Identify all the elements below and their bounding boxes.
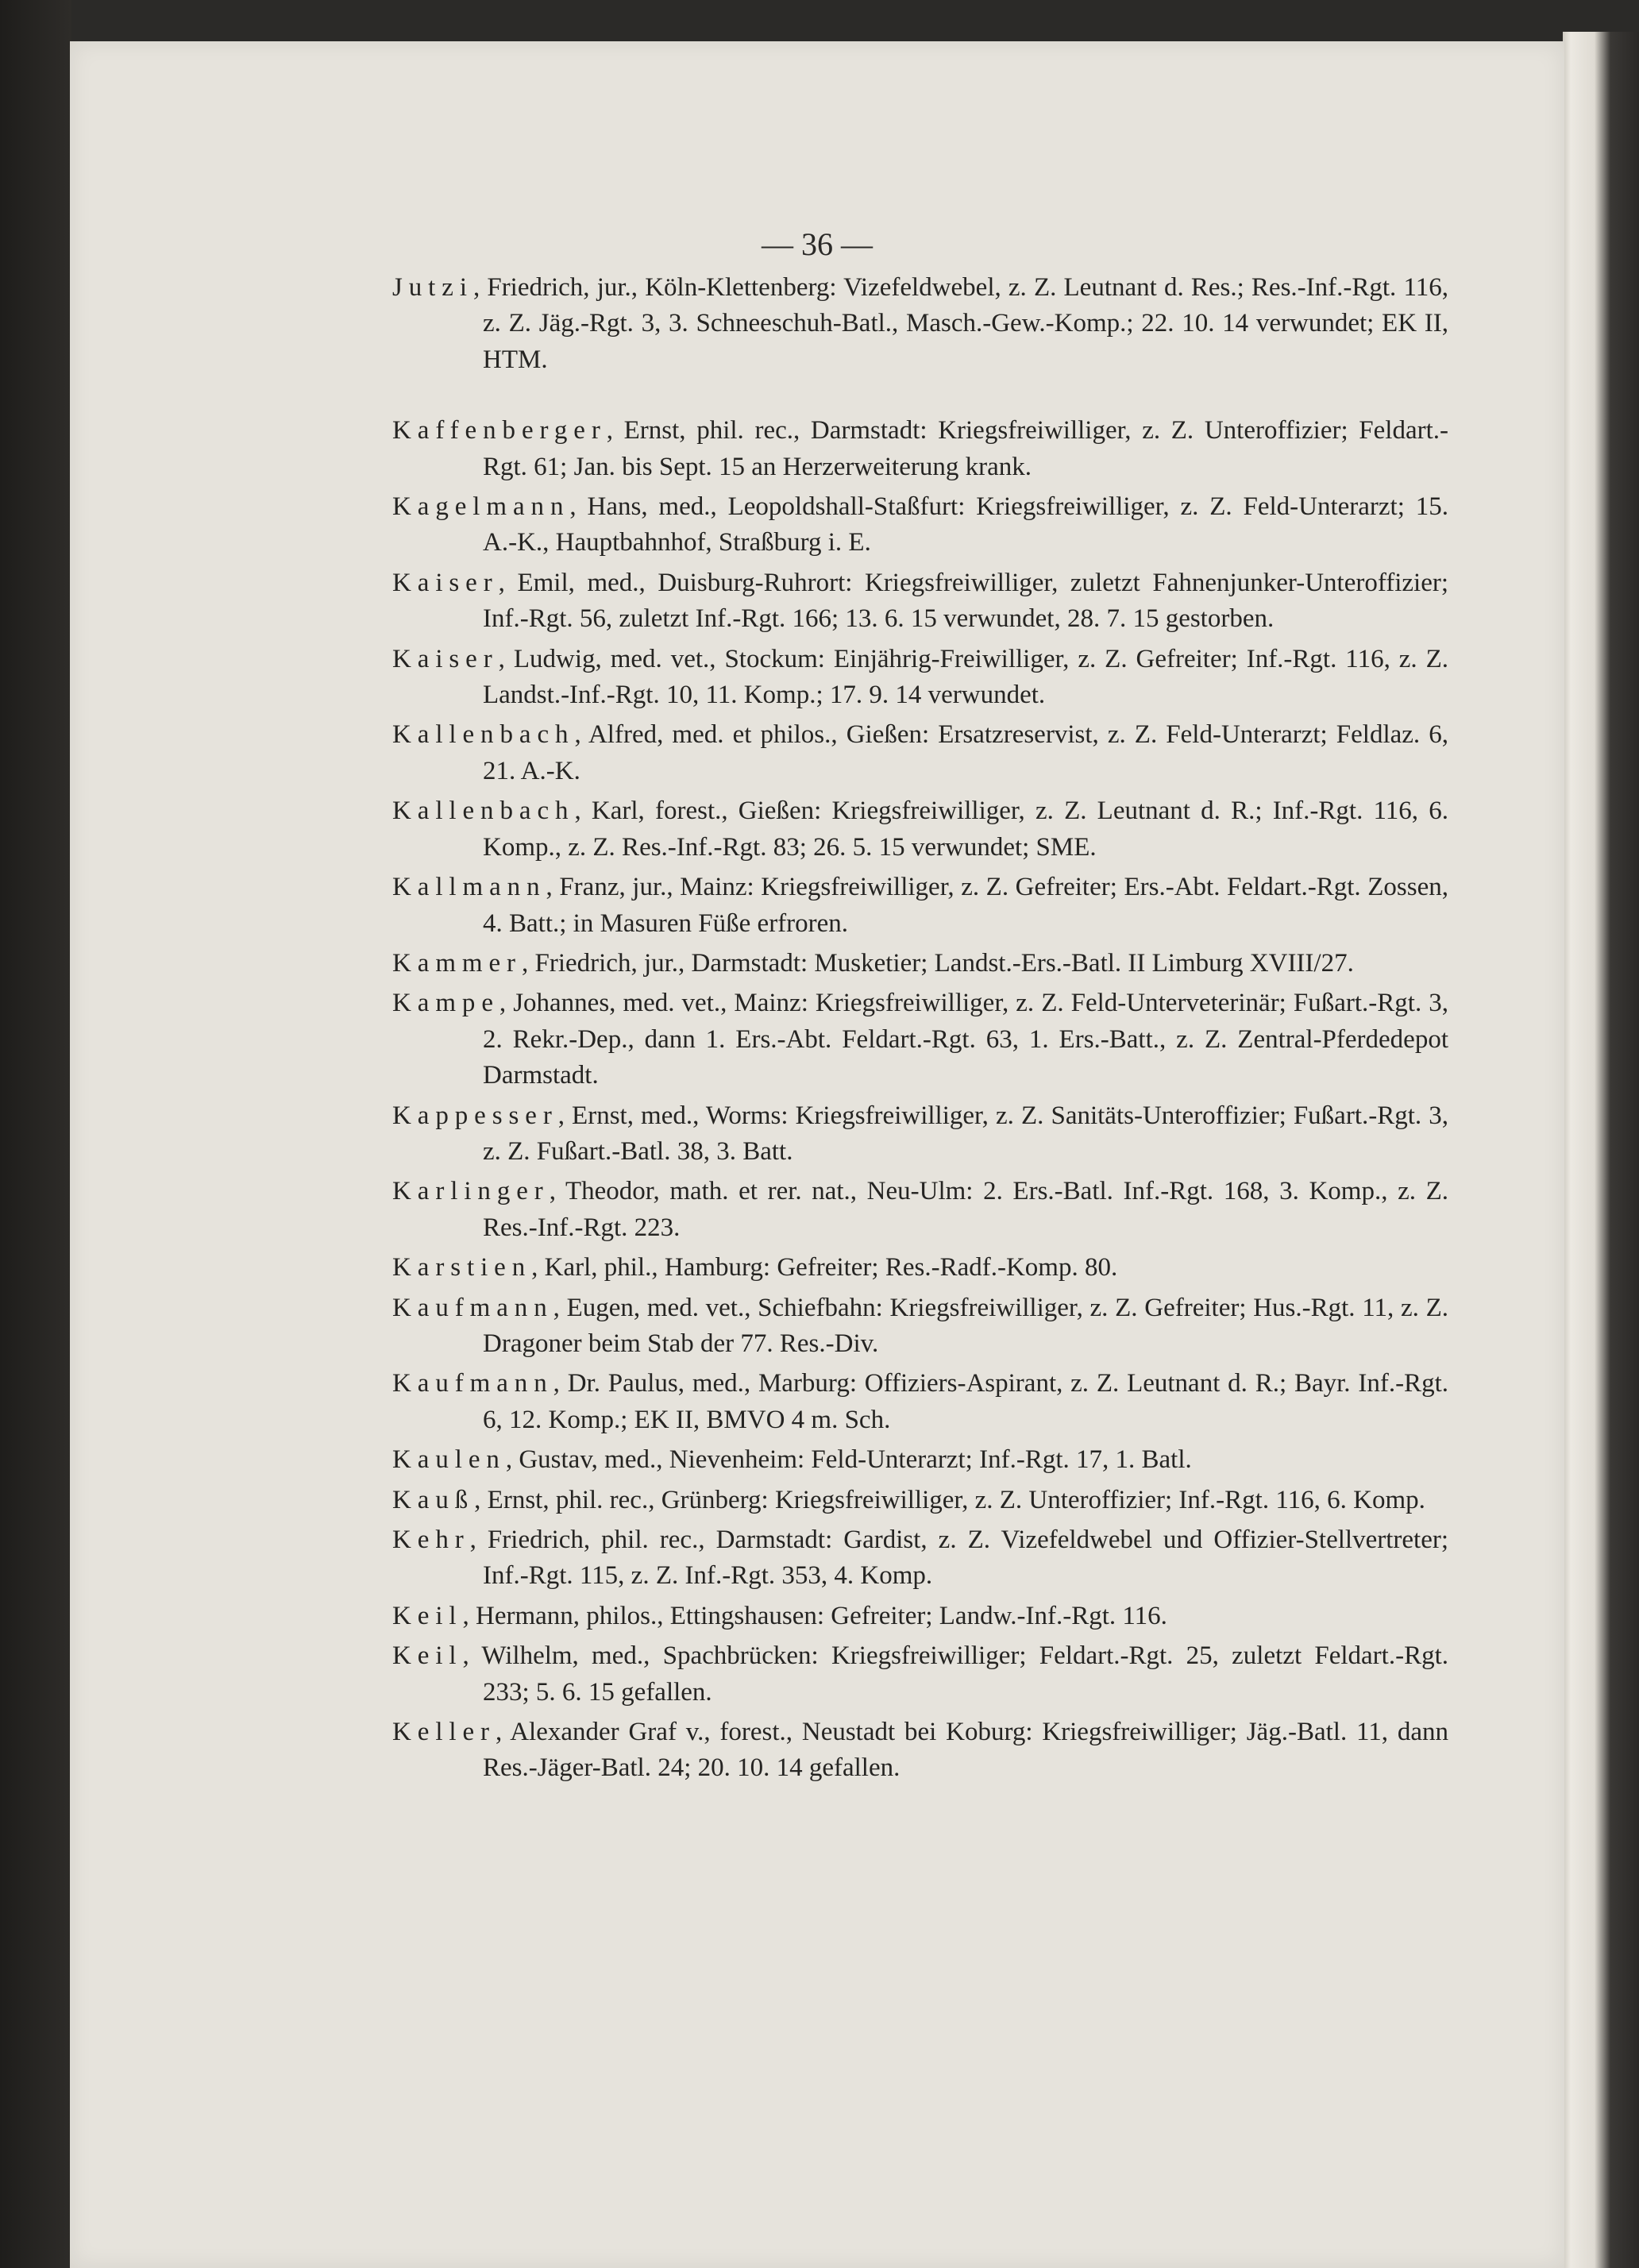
entry-text: , Franz, jur., Mainz: Kriegsfreiwilliger, z. Z. Gefreiter; Ers.-Abt. Feldart.-Rgt. Zossen, 4. Batt.; in Masuren Füße erfroren. (483, 873, 1448, 938)
entry-name: Kaulen (392, 1445, 506, 1475)
entry-name: Kappesser (392, 1101, 558, 1130)
list-item (392, 793, 1448, 866)
entry-text: , Wilhelm, med., Spachbrücken: Kriegsfreiwilliger; Feldart.-Rgt. 25, zuletzt Feldart.-Rgt. 233; 5. 6. 15 gefallen. (462, 1641, 1448, 1707)
scan-backdrop (0, 0, 71, 2268)
list-item (392, 946, 1448, 982)
entry-text: , Karl, phil., Hamburg: Gefreiter; Res.-Radf.-Komp. 80. (531, 1253, 1118, 1282)
page-edge (1563, 32, 1639, 2268)
list-item (392, 270, 1448, 378)
entry-text: , Ludwig, med. vet., Stockum: Einjährig-Freiwilliger, z. Z. Gefreiter; Inf.-Rgt. 116, z. Z. Landst.-Inf.-Rgt. 10, 11. Komp.; 17. 9. 14 verwundet. (483, 644, 1448, 710)
entry-name: Kallenbach (392, 796, 575, 826)
entry-list (392, 270, 1448, 1791)
list-item (392, 1250, 1448, 1286)
entry-name: Karstien (392, 1253, 532, 1282)
entry-name: Kammer (392, 948, 522, 978)
entry-name: Keil (392, 1641, 463, 1671)
entry-name: Kauß (392, 1485, 475, 1514)
entry-name: Keller (392, 1718, 496, 1747)
list-item (392, 489, 1448, 561)
entry-name: Jutzi (392, 273, 473, 302)
entry-text: , Johannes, med. vet., Mainz: Kriegsfreiwilliger, z. Z. Feld-Unterveterinär; Fußart.-Rgt. 3, 2. Rekr.-Dep., dann 1. Ers.-Abt. Feldart.-Rgt. 63, 1. Ers.-Batt., z. Z. Zentral-Pferdedepot Darmstadt. (483, 989, 1448, 1090)
entry-text: , Theodor, math. et rer. nat., Neu-Ulm: 2. Ers.-Batl. Inf.-Rgt. 168, 3. Komp., z. Z. Res.-Inf.-Rgt. 223. (483, 1177, 1448, 1242)
list-item (392, 1174, 1448, 1246)
entry-name: Karlinger (392, 1177, 550, 1206)
entry-name: Keil (392, 1601, 463, 1630)
entry-name: Kagelmann (392, 492, 570, 522)
entry-text: , Friedrich, jur., Köln-Klettenberg: Vizefeldwebel, z. Z. Leutnant d. Res.; Res.-Inf.-Rgt. 116, z. Z. Jäg.-Rgt. 3, 3. Schneeschuh-Batl., Masch.-Gew.-Komp.; 22. 10. 14 verwundet; EK II, HTM. (472, 273, 1448, 374)
entry-text: , Friedrich, jur., Darmstadt: Musketier; Landst.-Ers.-Batl. II Limburg XVIII/27. (521, 948, 1354, 978)
entry-name: Kehr (392, 1526, 470, 1554)
entry-name: Kaufmann (392, 1369, 553, 1398)
list-item (392, 1599, 1448, 1634)
entry-name: Kaiser (392, 644, 499, 673)
list-item (392, 565, 1448, 638)
list-item (392, 1483, 1448, 1518)
list-item (392, 1290, 1448, 1363)
entry-text: , Ernst, med., Worms: Kriegsfreiwilliger, z. Z. Sanitäts-Unteroffizier; Fußart.-Rgt. 3, z. Z. Fußart.-Batl. 38, 3. Batt. (483, 1101, 1448, 1166)
entry-name: Kaufmann (392, 1293, 553, 1322)
entry-name: Kaffenberger (392, 416, 607, 446)
list-item (392, 642, 1448, 714)
list-item (392, 1366, 1448, 1438)
entry-name: Kampe (392, 989, 499, 1018)
entry-name: Kallenbach (392, 720, 575, 750)
entry-text: , Alexander Graf v., forest., Neustadt bei Koburg: Kriegsfreiwilliger; Jäg.-Batl. 11, dann Res.-Jäger-Batl. 24; 20. 10. 14 gefallen. (483, 1718, 1448, 1783)
list-item (392, 717, 1448, 789)
entry-text: , Alfred, med. et philos., Gießen: Ersatzreservist, z. Z. Feld-Unterarzt; Feldlaz. 6, 21. A.-K. (483, 720, 1448, 785)
list-item (392, 1714, 1448, 1787)
entry-text: , Hans, med., Leopoldshall-Staßfurt: Kriegsfreiwilliger, z. Z. Feld-Unterarzt; 15. A.-K., Hauptbahnhof, Straßburg i. E. (483, 492, 1448, 557)
entry-text: , Dr. Paulus, med., Marburg: Offiziers-Aspirant, z. Z. Leutnant d. R.; Bayr. Inf.-Rgt. 6, 12. Komp.; EK II, BMVO 4 m. Sch. (483, 1369, 1448, 1434)
entry-text: , Eugen, med. vet., Schiefbahn: Kriegsfreiwilliger, z. Z. Gefreiter; Hus.-Rgt. 11, z. Z. Dragoner beim Stab der 77. Res.-Div. (483, 1293, 1448, 1358)
entry-text: , Gustav, med., Nievenheim: Feld-Unterarzt; Inf.-Rgt. 17, 1. Batl. (505, 1445, 1192, 1475)
page-number: — 36 — (762, 226, 873, 262)
list-item (392, 1522, 1448, 1595)
entry-name: Kaiser (392, 568, 499, 597)
entry-text: , Hermann, philos., Ettingshausen: Gefreiter; Landw.-Inf.-Rgt. 116. (462, 1601, 1167, 1630)
list-item (392, 413, 1448, 485)
list-item (392, 986, 1448, 1094)
list-item (392, 870, 1448, 942)
entry-text: , Ernst, phil. rec., Darmstadt: Kriegsfreiwilliger, z. Z. Unteroffizier; Feldart.-Rgt. 61; Jan. bis Sept. 15 an Herzerweiterung krank. (483, 416, 1448, 481)
entry-text: , Ernst, phil. rec., Grünberg: Kriegsfreiwilliger, z. Z. Unteroffizier; Inf.-Rgt. 116, 6. Komp. (474, 1485, 1425, 1514)
entry-text: , Friedrich, phil. rec., Darmstadt: Gardist, z. Z. Vizefeldwebel und Offizier-Stellvertreter; Inf.-Rgt. 115, z. Z. Inf.-Rgt. 353, 4. Komp. (469, 1526, 1448, 1591)
entry-text: , Karl, forest., Gießen: Kriegsfreiwilliger, z. Z. Leutnant d. R.; Inf.-Rgt. 116, 6. Komp., z. Z. Res.-Inf.-Rgt. 83; 26. 5. 15 verwundet; SME. (483, 796, 1448, 862)
list-item (392, 1638, 1448, 1711)
entry-name: Kallmann (392, 873, 546, 902)
list-item (392, 1442, 1448, 1478)
entry-text: , Emil, med., Duisburg-Ruhrort: Kriegsfreiwilliger, zuletzt Fahnenjunker-Unteroffizier; Inf.-Rgt. 56, zuletzt Inf.-Rgt. 166; 13. 6. 15 verwundet, 28. 7. 15 gestorben. (483, 568, 1448, 634)
list-item (392, 1098, 1448, 1171)
